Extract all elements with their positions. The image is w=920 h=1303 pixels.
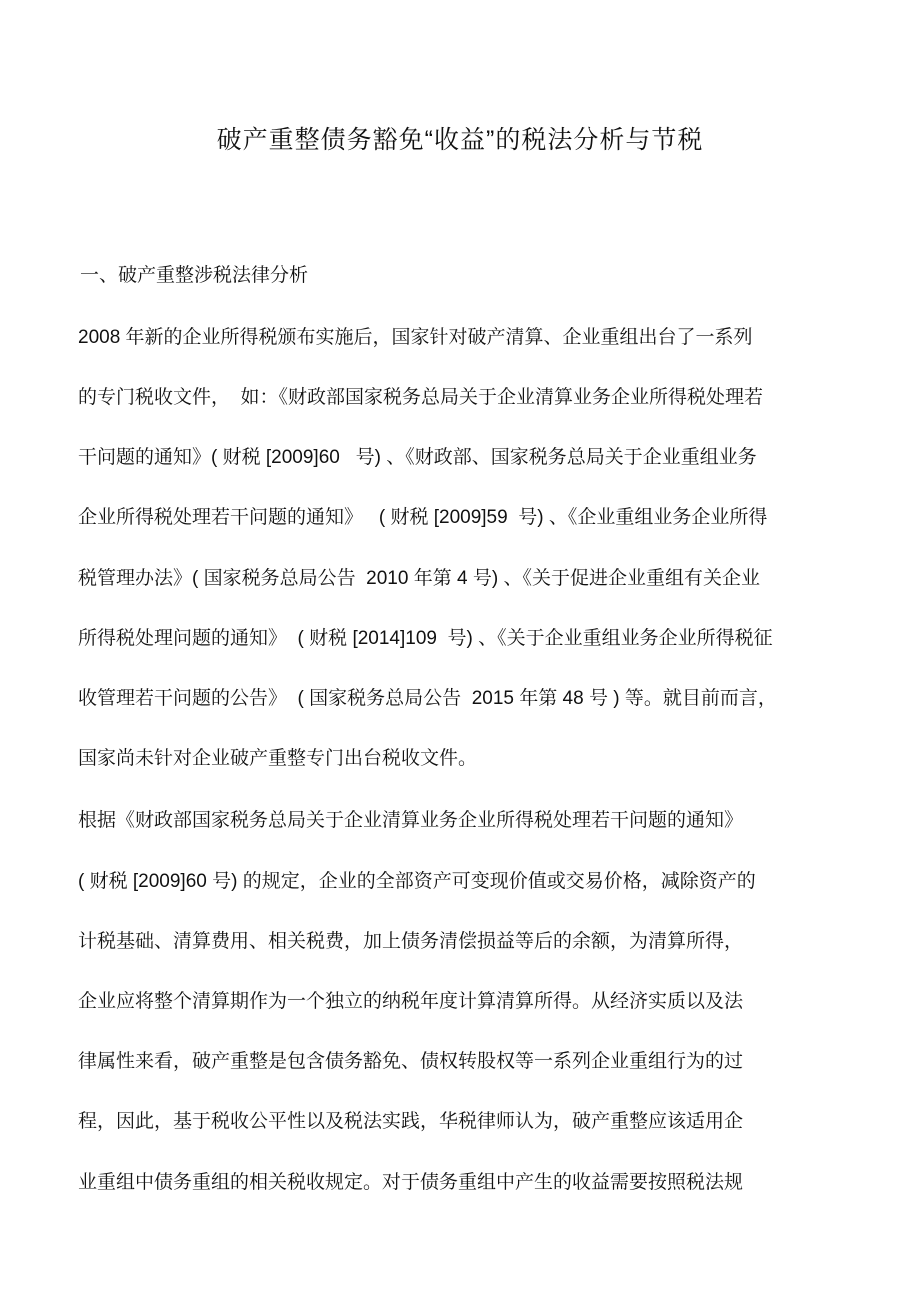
- text-line: 所得税处理问题的通知》 ( 财税 [2014]109 号) 、《关于企业重组业务企业所得税征: [78, 628, 773, 649]
- text-line: 的专门税收文件， 如：《财政部国家税务总局关于企业清算业务企业所得税处理若: [78, 387, 764, 408]
- text-line: 企业所得税处理若干问题的通知》 ( 财税 [2009]59 号) 、《企业重组业务企业所得: [78, 507, 768, 528]
- text-line: 程，因此，基于税收公平性以及税法实践，华税律师认为，破产重整应该适用企: [78, 1111, 744, 1132]
- text-line: 企业应将整个清算期作为一个独立的纳税年度计算清算所得。从经济实质以及法: [78, 991, 744, 1012]
- text-line: 收管理若干问题的公告》 ( 国家税务总局公告 2015 年第 48 号 ) 等。就目前而言，: [78, 688, 777, 709]
- text-line: 根据《财政部国家税务总局关于企业清算业务企业所得税处理若干问题的通知》: [78, 810, 744, 831]
- text-line: 国家尚未针对企业破产重整专门出台税收文件。: [78, 748, 478, 769]
- text-line: 律属性来看，破产重整是包含债务豁免、债权转股权等一系列企业重组行为的过: [78, 1051, 744, 1072]
- text-line: 计税基础、清算费用、相关税费，加上债务清偿损益等后的余额，为清算所得，: [78, 931, 744, 952]
- text-line: ( 财税 [2009]60 号) 的规定，企业的全部资产可变现价值或交易价格，减除资产的: [78, 871, 756, 892]
- section-heading: 一、破产重整涉税法律分析: [80, 265, 309, 286]
- text-line: 干问题的通知》( 财税 [2009]60 号) 、《财政部、国家税务总局关于企业重组业务: [78, 447, 757, 468]
- text-line: 2008 年新的企业所得税颁布实施后，国家针对破产清算、企业重组出台了一系列: [78, 327, 753, 348]
- document-title: 破产重整债务豁免“收益”的税法分析与节税: [216, 126, 704, 154]
- text-line: 业重组中债务重组的相关税收规定。对于债务重组中产生的收益需要按照税法规: [78, 1172, 744, 1193]
- text-line: 税管理办法》( 国家税务总局公告 2010 年第 4 号) 、《关于促进企业重组有关企业: [78, 568, 760, 589]
